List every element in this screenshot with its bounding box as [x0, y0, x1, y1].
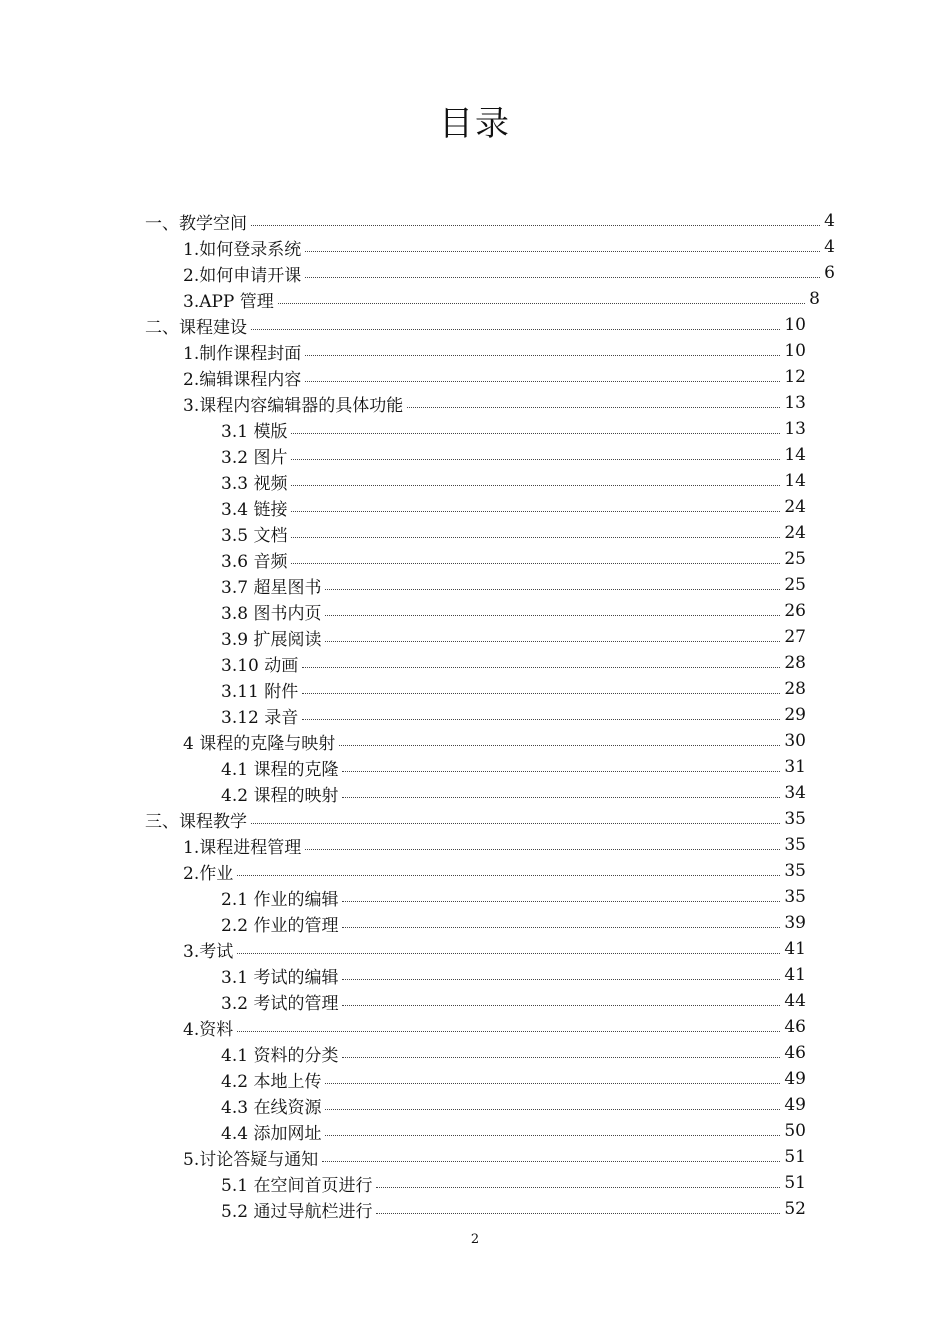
- dot-leader: [325, 1108, 780, 1110]
- dot-leader: [376, 1186, 780, 1188]
- toc-entry-page: 13: [784, 393, 806, 413]
- toc-entry[interactable]: [145, 312, 806, 338]
- dot-leader: [407, 406, 780, 408]
- toc-entry-label: 3.10 动画: [221, 655, 299, 676]
- toc-entry[interactable]: [221, 494, 806, 520]
- dot-leader: [302, 718, 780, 720]
- toc-entry[interactable]: [145, 806, 806, 832]
- toc-entry[interactable]: [221, 910, 806, 936]
- toc-entry[interactable]: [221, 520, 806, 546]
- toc-entry-page: 44: [784, 991, 806, 1011]
- dot-leader: [305, 354, 780, 356]
- toc-entry-label: 2.1 作业的编辑: [221, 889, 339, 910]
- toc-entry-page: 30: [784, 731, 806, 751]
- toc-entry[interactable]: [221, 1196, 806, 1222]
- toc-entry-page: 52: [784, 1199, 806, 1219]
- dot-leader: [251, 328, 780, 330]
- toc-entry[interactable]: [221, 416, 806, 442]
- toc-entry-label: 5.1 在空间首页进行: [221, 1175, 373, 1196]
- toc-entry-page: 51: [784, 1173, 806, 1193]
- toc-entry[interactable]: [221, 754, 806, 780]
- dot-leader: [376, 1212, 780, 1214]
- dot-leader: [291, 562, 780, 564]
- dot-leader: [237, 1030, 780, 1032]
- toc-entry-label: 3.3 视频: [221, 473, 288, 494]
- toc-entry-label: 1.如何登录系统: [183, 239, 302, 260]
- toc-entry-page: 24: [784, 523, 806, 543]
- toc-entry-label: 2.2 作业的管理: [221, 915, 339, 936]
- toc-entry-label: 3.考试: [183, 941, 234, 962]
- toc-entry-label: 4.1 资料的分类: [221, 1045, 339, 1066]
- dot-leader: [325, 1134, 780, 1136]
- dot-leader: [291, 510, 780, 512]
- toc-entry-page: 29: [784, 705, 806, 725]
- dot-leader: [325, 640, 780, 642]
- dot-leader: [305, 250, 820, 252]
- toc-entry[interactable]: [221, 1040, 806, 1066]
- toc-entry[interactable]: [221, 442, 806, 468]
- toc-entry-label: 4 课程的克隆与映射: [183, 733, 336, 754]
- toc-entry-label: 1.课程进程管理: [183, 837, 302, 858]
- toc-entry-label: 3.11 附件: [221, 681, 299, 702]
- toc-entry[interactable]: [221, 1118, 806, 1144]
- toc-entry[interactable]: [221, 1170, 806, 1196]
- toc-entry-page: 46: [784, 1043, 806, 1063]
- toc-entry-label: 3.6 音频: [221, 551, 288, 572]
- toc-entry-label: 3.1 模版: [221, 421, 288, 442]
- toc-entry-page: 35: [784, 809, 806, 829]
- toc-entry-page: 34: [784, 783, 806, 803]
- toc-entry[interactable]: [221, 780, 806, 806]
- toc-entry-label: 3.APP 管理: [183, 291, 274, 312]
- toc-entry-page: 27: [784, 627, 806, 647]
- toc-entry-label: 3.5 文档: [221, 525, 288, 546]
- dot-leader: [342, 770, 780, 772]
- toc-entry[interactable]: [183, 858, 806, 884]
- dot-leader: [325, 614, 780, 616]
- toc-entry[interactable]: [221, 1092, 806, 1118]
- toc-entry-page: 24: [784, 497, 806, 517]
- toc-entry[interactable]: [183, 936, 806, 962]
- toc-entry-label: 3.8 图书内页: [221, 603, 322, 624]
- toc-entry[interactable]: [145, 208, 835, 234]
- dot-leader: [342, 926, 780, 928]
- toc-entry-label: 4.4 添加网址: [221, 1123, 322, 1144]
- dot-leader: [325, 588, 780, 590]
- toc-entry-page: 4: [824, 237, 835, 257]
- toc-entry-page: 25: [784, 549, 806, 569]
- toc-entry-page: 28: [784, 653, 806, 673]
- dot-leader: [237, 874, 780, 876]
- toc-entry-label: 4.3 在线资源: [221, 1097, 322, 1118]
- toc-entry-label: 一、教学空间: [145, 213, 247, 234]
- dot-leader: [305, 848, 780, 850]
- toc-entry-label: 4.2 课程的映射: [221, 785, 339, 806]
- toc-entry-page: 28: [784, 679, 806, 699]
- toc-entry-label: 3.1 考试的编辑: [221, 967, 339, 988]
- dot-leader: [251, 822, 780, 824]
- toc-entry-page: 10: [784, 315, 806, 335]
- dot-leader: [237, 952, 780, 954]
- toc-entry[interactable]: [221, 546, 806, 572]
- page-title: 目录: [439, 104, 511, 144]
- dot-leader: [291, 484, 780, 486]
- dot-leader: [291, 432, 780, 434]
- toc-entry-label: 2.编辑课程内容: [183, 369, 302, 390]
- dot-leader: [302, 692, 780, 694]
- toc-entry-page: 35: [784, 861, 806, 881]
- dot-leader: [342, 900, 780, 902]
- toc-entry-label: 4.2 本地上传: [221, 1071, 322, 1092]
- toc-entry-label: 3.12 录音: [221, 707, 299, 728]
- toc-entry-label: 3.2 图片: [221, 447, 288, 468]
- toc-entry-label: 3.9 扩展阅读: [221, 629, 322, 650]
- dot-leader: [291, 458, 780, 460]
- toc-entry-page: 14: [784, 471, 806, 491]
- toc-entry[interactable]: [183, 1144, 806, 1170]
- toc-entry-label: 2.如何申请开课: [183, 265, 302, 286]
- toc-entry-label: 3.课程内容编辑器的具体功能: [183, 395, 404, 416]
- toc-entry[interactable]: [183, 1014, 806, 1040]
- toc-entry[interactable]: [221, 702, 806, 728]
- toc-entry-page: 51: [784, 1147, 806, 1167]
- toc-entry-label: 4.1 课程的克隆: [221, 759, 339, 780]
- toc-entry[interactable]: [221, 988, 806, 1014]
- toc-entry[interactable]: [183, 338, 806, 364]
- page-number: 2: [470, 1232, 480, 1247]
- toc-entry[interactable]: [183, 728, 806, 754]
- toc-entry-page: 50: [784, 1121, 806, 1141]
- toc-entry[interactable]: [221, 676, 806, 702]
- dot-leader: [342, 978, 780, 980]
- toc-entry[interactable]: [221, 962, 806, 988]
- toc-entry-page: 12: [784, 367, 806, 387]
- toc-entry[interactable]: [183, 286, 820, 312]
- toc-entry[interactable]: [183, 260, 835, 286]
- dot-leader: [251, 224, 820, 226]
- toc-entry[interactable]: [221, 468, 806, 494]
- toc-entry-label: 5.讨论答疑与通知: [183, 1149, 319, 1170]
- dot-leader: [278, 302, 805, 304]
- toc-entry-page: 4: [824, 211, 835, 231]
- toc-entry-page: 49: [784, 1069, 806, 1089]
- dot-leader: [291, 536, 780, 538]
- toc-entry-page: 35: [784, 835, 806, 855]
- toc-entry[interactable]: [183, 832, 806, 858]
- toc-entry[interactable]: [183, 390, 806, 416]
- toc-entry-page: 6: [824, 263, 835, 283]
- dot-leader: [305, 380, 780, 382]
- toc-entry[interactable]: [221, 624, 806, 650]
- toc-entry[interactable]: [221, 650, 806, 676]
- toc-entry[interactable]: [221, 598, 806, 624]
- toc-entry[interactable]: [183, 234, 835, 260]
- dot-leader: [342, 1056, 780, 1058]
- dot-leader: [325, 1082, 780, 1084]
- toc-entry-label: 2.作业: [183, 863, 234, 884]
- toc-entry[interactable]: [221, 572, 806, 598]
- toc-entry-page: 41: [784, 965, 806, 985]
- toc-entry-label: 1.制作课程封面: [183, 343, 302, 364]
- dot-leader: [339, 744, 780, 746]
- toc-entry[interactable]: [221, 1066, 806, 1092]
- toc-entry[interactable]: [183, 364, 806, 390]
- toc-entry-label: 3.2 考试的管理: [221, 993, 339, 1014]
- dot-leader: [342, 1004, 780, 1006]
- dot-leader: [302, 666, 780, 668]
- dot-leader: [342, 796, 780, 798]
- toc-entry-page: 13: [784, 419, 806, 439]
- toc-entry-page: 39: [784, 913, 806, 933]
- toc-entry-page: 26: [784, 601, 806, 621]
- toc-entry-page: 41: [784, 939, 806, 959]
- toc-entry-label: 三、课程教学: [145, 811, 247, 832]
- toc-entry-page: 35: [784, 887, 806, 907]
- toc-entry-page: 31: [784, 757, 806, 777]
- toc-entry-label: 3.7 超星图书: [221, 577, 322, 598]
- toc-entry-page: 46: [784, 1017, 806, 1037]
- dot-leader: [305, 276, 820, 278]
- dot-leader: [322, 1160, 780, 1162]
- toc-entry-page: 49: [784, 1095, 806, 1115]
- toc-entry-page: 14: [784, 445, 806, 465]
- toc-entry[interactable]: [221, 884, 806, 910]
- toc-entry-label: 二、课程建设: [145, 317, 247, 338]
- toc-entry-page: 8: [809, 289, 820, 309]
- toc-entry-page: 25: [784, 575, 806, 595]
- toc-entry-page: 10: [784, 341, 806, 361]
- toc-entry-label: 4.资料: [183, 1019, 234, 1040]
- toc-entry-label: 5.2 通过导航栏进行: [221, 1201, 373, 1222]
- toc-entry-label: 3.4 链接: [221, 499, 288, 520]
